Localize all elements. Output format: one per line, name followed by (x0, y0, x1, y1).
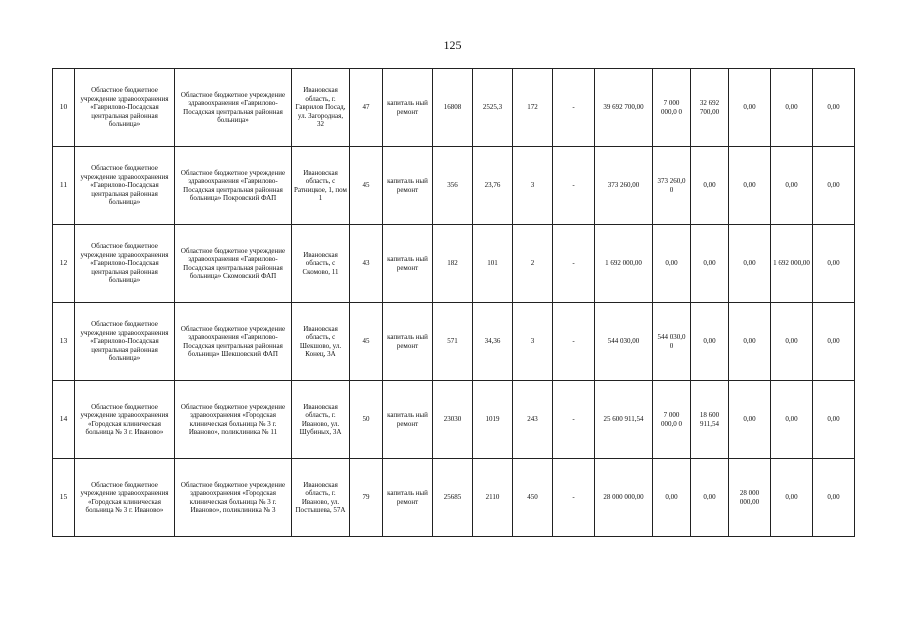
cell-no: 14 (53, 381, 75, 459)
cell-no: 11 (53, 147, 75, 225)
cell-volume: 23,76 (473, 147, 513, 225)
cell-v3: 0,00 (729, 147, 771, 225)
cell-v4: 0,00 (771, 69, 813, 147)
cell-count: 3 (513, 303, 553, 381)
cell-count: 2 (513, 225, 553, 303)
cell-work: капиталь ный ремонт (383, 381, 433, 459)
cell-work: капиталь ный ремонт (383, 459, 433, 537)
table-row (53, 69, 855, 147)
cell-no: 12 (53, 225, 75, 303)
cell-org: Областное бюджетное учреждение здравоохранения «Гаврилово-Посадская центральная районная больница» (75, 69, 175, 147)
cell-volume: 1019 (473, 381, 513, 459)
cell-year: 47 (350, 69, 383, 147)
cell-year: 79 (350, 459, 383, 537)
cell-org: Областное бюджетное учреждение здравоохранения «Городская клиническая больница № 3 г. Иваново» (75, 459, 175, 537)
cell-address: Ивановская область, с Скомово, 11 (292, 225, 350, 303)
cell-v4: 0,00 (771, 147, 813, 225)
cell-v5: 0,00 (813, 225, 855, 303)
cell-v4: 0,00 (771, 459, 813, 537)
cell-total: 544 030,00 (595, 303, 653, 381)
cell-total: 25 600 911,54 (595, 381, 653, 459)
cell-total: 28 000 000,00 (595, 459, 653, 537)
cell-v3: 0,00 (729, 225, 771, 303)
cell-dash: - (553, 147, 595, 225)
cell-count: 243 (513, 381, 553, 459)
cell-area: 16808 (433, 69, 473, 147)
cell-address: Ивановская область, г. Гаврилов Посад, ул. Загородная, 32 (292, 69, 350, 147)
cell-year: 50 (350, 381, 383, 459)
cell-area: 23030 (433, 381, 473, 459)
cell-dash: - (553, 225, 595, 303)
cell-volume: 101 (473, 225, 513, 303)
cell-org: Областное бюджетное учреждение здравоохранения «Городская клиническая больница № 3 г. Иваново» (75, 381, 175, 459)
table-row (53, 381, 855, 459)
cell-v4: 1 692 000,00 (771, 225, 813, 303)
cell-object: Областное бюджетное учреждение здравоохранения «Гаврилово-Посадская центральная районная больница» Скомовский ФАП (175, 225, 292, 303)
cell-area: 182 (433, 225, 473, 303)
cell-v4: 0,00 (771, 303, 813, 381)
cell-work: капиталь ный ремонт (383, 225, 433, 303)
cell-v2: 0,00 (691, 147, 729, 225)
cell-v2: 0,00 (691, 225, 729, 303)
cell-count: 172 (513, 69, 553, 147)
cell-no: 13 (53, 303, 75, 381)
cell-address: Ивановская область, г. Иваново, ул. Шубиных, 3А (292, 381, 350, 459)
cell-count: 3 (513, 147, 553, 225)
cell-dash: - (553, 459, 595, 537)
table-body (53, 69, 855, 537)
cell-v5: 0,00 (813, 381, 855, 459)
cell-volume: 34,36 (473, 303, 513, 381)
cell-org: Областное бюджетное учреждение здравоохранения «Гаврилово-Посадская центральная районная больница» (75, 225, 175, 303)
cell-year: 43 (350, 225, 383, 303)
table-row (53, 225, 855, 303)
cell-no: 10 (53, 69, 75, 147)
cell-v1: 544 030,0 0 (653, 303, 691, 381)
cell-v5: 0,00 (813, 303, 855, 381)
table-row (53, 303, 855, 381)
cell-v3: 0,00 (729, 381, 771, 459)
cell-work: капиталь ный ремонт (383, 303, 433, 381)
cell-v1: 7 000 000,0 0 (653, 381, 691, 459)
cell-object: Областное бюджетное учреждение здравоохранения «Городская клиническая больница № 3 г. Иваново», поликлиника № 3 (175, 459, 292, 537)
cell-object: Областное бюджетное учреждение здравоохранения «Гаврилово-Посадская центральная районная больница» Шекшовский ФАП (175, 303, 292, 381)
cell-v1: 0,00 (653, 459, 691, 537)
cell-year: 45 (350, 147, 383, 225)
cell-total: 1 692 000,00 (595, 225, 653, 303)
cell-v5: 0,00 (813, 459, 855, 537)
cell-address: Ивановская область, г. Иваново, ул. Постышева, 57А (292, 459, 350, 537)
cell-total: 39 692 700,00 (595, 69, 653, 147)
cell-v5: 0,00 (813, 147, 855, 225)
cell-address: Ивановская область, с Ратницкое, 1, пом 1 (292, 147, 350, 225)
cell-no: 15 (53, 459, 75, 537)
table-row (53, 459, 855, 537)
cell-v2: 18 600 911,54 (691, 381, 729, 459)
cell-v3: 28 000 000,00 (729, 459, 771, 537)
cell-v3: 0,00 (729, 303, 771, 381)
register-table (52, 68, 855, 537)
cell-year: 45 (350, 303, 383, 381)
cell-volume: 2110 (473, 459, 513, 537)
page-number: 125 (443, 38, 462, 52)
cell-v2: 32 692 700,00 (691, 69, 729, 147)
cell-v2: 0,00 (691, 303, 729, 381)
table-row (53, 147, 855, 225)
cell-area: 571 (433, 303, 473, 381)
cell-org: Областное бюджетное учреждение здравоохранения «Гаврилово-Посадская центральная районная больница» (75, 303, 175, 381)
cell-total: 373 260,00 (595, 147, 653, 225)
cell-v1: 0,00 (653, 225, 691, 303)
cell-v5: 0,00 (813, 69, 855, 147)
cell-work: капиталь ный ремонт (383, 147, 433, 225)
cell-dash: - (553, 69, 595, 147)
cell-v2: 0,00 (691, 459, 729, 537)
cell-dash: - (553, 303, 595, 381)
cell-volume: 2525,3 (473, 69, 513, 147)
cell-area: 25685 (433, 459, 473, 537)
cell-work: капиталь ный ремонт (383, 69, 433, 147)
cell-v4: 0,00 (771, 381, 813, 459)
cell-v1: 7 000 000,0 0 (653, 69, 691, 147)
cell-address: Ивановская область, с Шекшово, ул. Конец, 3А (292, 303, 350, 381)
cell-area: 356 (433, 147, 473, 225)
cell-dash: - (553, 381, 595, 459)
cell-v3: 0,00 (729, 69, 771, 147)
cell-count: 450 (513, 459, 553, 537)
cell-object: Областное бюджетное учреждение здравоохранения «Гаврилово-Посадская центральная районная больница» Покровский ФАП (175, 147, 292, 225)
cell-object: Областное бюджетное учреждение здравоохранения «Городская клиническая больница № 3 г. Иваново», поликлиника № 11 (175, 381, 292, 459)
cell-object: Областное бюджетное учреждение здравоохранения «Гаврилово-Посадская центральная районная больница» (175, 69, 292, 147)
cell-org: Областное бюджетное учреждение здравоохранения «Гаврилово-Посадская центральная районная больница» (75, 147, 175, 225)
cell-v1: 373 260,0 0 (653, 147, 691, 225)
